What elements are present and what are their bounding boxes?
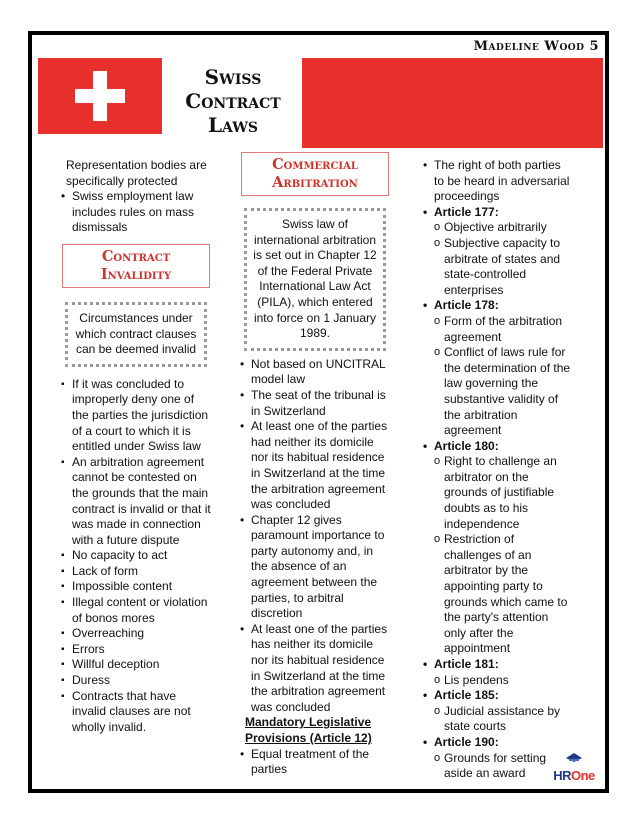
heading-line: Invalidity xyxy=(100,265,172,283)
list-item: • At least one of the parties had neither its domicile nor its habitual residence in Switzerland at the time the arbitration agreement was concluded xyxy=(239,419,391,513)
logo-wordmark xyxy=(551,768,597,783)
list-item: ▪ Duress xyxy=(60,673,212,689)
intro-list xyxy=(60,189,212,236)
list-item: ▪ Willful deception xyxy=(60,657,212,673)
arbitration-list xyxy=(239,357,391,716)
list-item: • Swiss employment law includes rules on mass dismissals xyxy=(60,189,212,236)
header-red-block xyxy=(302,58,603,148)
article-190 xyxy=(422,735,572,782)
intro-text: Representation bodies are specifically protected xyxy=(66,158,207,188)
sub-item: o Form of the arbitration agreement xyxy=(434,314,572,345)
title-line: Swiss xyxy=(204,65,262,89)
article-title: Article 181: xyxy=(434,657,499,671)
article-title: Article 190: xyxy=(434,734,499,749)
logo-part-hr: HR xyxy=(553,768,571,783)
mandatory-provisions-title: Mandatory Legislative Provisions (Article 12) xyxy=(245,715,372,745)
list-item: ▪ An arbitration agreement cannot be contested on the grounds that the main contract is invalid or that it was made in connection with a future dispute xyxy=(60,455,212,549)
sub-item: o Conflict of laws rule for the determination of the law governing the substantive validity of the arbitration agreement xyxy=(434,345,572,439)
article-177 xyxy=(422,205,572,299)
list-item: • Chapter 12 gives paramount importance to party autonomy and, in the absence of an agreement between the parties, to arbitral discretion xyxy=(239,513,391,622)
article-180 xyxy=(422,439,572,657)
article-185 xyxy=(422,688,572,735)
sub-item: o Restriction of challenges of an arbitrator by the appointing party to grounds which came to the party's attention only after the appointment xyxy=(434,532,572,657)
article-181 xyxy=(422,657,572,688)
logo-part-one: One xyxy=(570,768,595,783)
page-frame xyxy=(28,31,609,793)
column-left xyxy=(60,158,212,735)
sub-item: o Subjective capacity to arbitrate of states and state-controlled enterprises xyxy=(434,236,572,298)
sub-item: o Objective arbitrarily xyxy=(434,220,572,236)
title-line: Laws xyxy=(207,113,259,137)
list-item: ▪ If it was concluded to improperly deny one of the parties the jurisdiction of a court to which it is entitled under Swiss law xyxy=(60,377,212,455)
sub-list xyxy=(434,314,572,439)
article-title: Article 178: xyxy=(434,298,499,313)
articles-list xyxy=(422,158,572,782)
callout-box: Circumstances under which contract clauses can be deemed invalid xyxy=(65,302,207,367)
swiss-flag xyxy=(38,58,162,134)
column-right xyxy=(422,158,572,782)
sub-list xyxy=(434,673,572,689)
article-178 xyxy=(422,298,572,438)
article-title: Article 180: xyxy=(434,438,499,453)
author-line: Madeline Wood 5 xyxy=(473,39,599,54)
sub-list xyxy=(434,704,572,735)
article-title: Article 177: xyxy=(434,204,499,219)
page-title xyxy=(172,65,294,137)
sub-list xyxy=(434,220,572,298)
sub-item: o Lis pendens xyxy=(434,673,572,689)
list-item: ▪ Lack of form xyxy=(60,564,212,580)
heading-line: Commercial xyxy=(272,156,358,173)
sub-list xyxy=(434,454,572,657)
callout-box: Swiss law of international arbitration is set out in Chapter 12 of the Federal Private International Law Act (PILA), which entered into force on 1 January 1989. xyxy=(244,208,386,351)
column-middle xyxy=(239,152,391,778)
mandatory-list xyxy=(239,747,391,778)
list-item: ▪ Errors xyxy=(60,642,212,658)
title-line: Contract xyxy=(185,89,281,113)
sub-item: o Grounds for setting aside an award xyxy=(434,751,572,782)
list-item: ▪ Impossible content xyxy=(60,579,212,595)
list-item: • The right of both parties to be heard in adversarial proceedings xyxy=(422,158,572,205)
list-item: • Not based on UNCITRAL model law xyxy=(239,357,391,388)
heading-line: Arbitration xyxy=(272,174,358,191)
flag-cross-vertical xyxy=(93,71,107,121)
sub-item: o Right to challenge an arbitrator on the grounds of justifiable doubts as to his independence xyxy=(434,454,572,532)
list-item: ▪ Contracts that have invalid clauses are not wholly invalid. xyxy=(60,689,212,736)
heading-line: Contract xyxy=(101,247,171,265)
section-heading-contract-invalidity xyxy=(62,244,210,288)
section-heading-commercial-arbitration xyxy=(241,152,389,196)
sub-item: o Judicial assistance by state courts xyxy=(434,704,572,735)
hat-icon xyxy=(565,751,583,763)
list-item: ▪ Overreaching xyxy=(60,626,212,642)
article-title: Article 185: xyxy=(434,688,499,703)
list-item: • Equal treatment of the parties xyxy=(239,747,391,778)
hrone-logo xyxy=(551,750,597,783)
list-item: • The seat of the tribunal is in Switzerland xyxy=(239,388,391,419)
list-item: • At least one of the parties has neither its domicile nor its habitual residence in Switzerland at the time the arbitration agreement was concluded xyxy=(239,622,391,716)
list-item: ▪ No capacity to act xyxy=(60,548,212,564)
invalidity-list xyxy=(60,377,212,736)
list-item: ▪ Illegal content or violation of bonos mores xyxy=(60,595,212,626)
